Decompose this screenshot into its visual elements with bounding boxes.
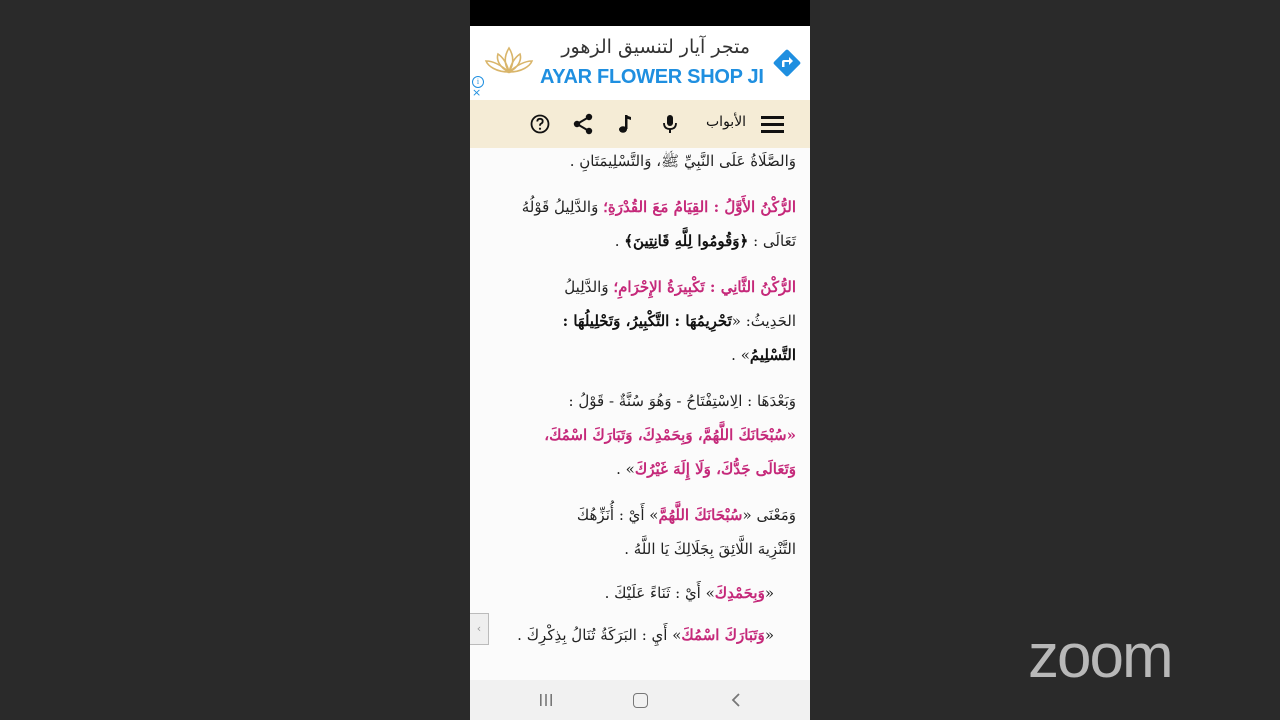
back-icon[interactable] xyxy=(729,692,743,708)
menu-icon[interactable] xyxy=(760,112,784,136)
text-span: تَعَالَى : xyxy=(748,232,796,250)
ad-title-arabic[interactable]: متجر آيار لتنسيق الزهور xyxy=(561,36,750,58)
ad-close-icon[interactable]: × xyxy=(472,86,482,99)
text-line: وَبَعْدَهَا : الِاسْتِفْتَاحُ - وَهُوَ سُنَّةٌ - قَوْلُ : xyxy=(568,392,796,410)
text-span: وَمَعْنَى « xyxy=(742,506,796,524)
text-line: وَالصَّلَاةُ عَلَى النَّبِيِّ ﷺ، وَالتَّسْلِيمَتَانِ . xyxy=(569,152,796,170)
recent-apps-icon[interactable] xyxy=(538,693,554,707)
ad-title-english[interactable]: AYAR FLOWER SHOP JI xyxy=(540,66,764,88)
text-span: » أَيِ : البَرَكَةُ تُنَالُ بِذِكْرِكَ . xyxy=(517,626,682,644)
home-icon[interactable] xyxy=(633,693,648,708)
android-nav-bar xyxy=(470,680,810,720)
text-line xyxy=(615,232,796,250)
text-span: » . xyxy=(731,346,750,364)
dua-text: «سُبْحَانَكَ اللَّهُمَّ، وَبِحَمْدِكَ، وَتَبَارَكَ اسْمُكَ، xyxy=(544,426,796,444)
directions-arrow-icon[interactable] xyxy=(772,48,802,78)
text-span: » . xyxy=(616,460,635,478)
side-panel-tab[interactable]: ‹ xyxy=(470,613,489,645)
zoom-watermark: zoom xyxy=(1028,622,1172,691)
book-content[interactable] xyxy=(470,148,810,680)
music-note-icon[interactable] xyxy=(613,112,637,136)
hadith-text: التَّسْلِيمُ xyxy=(749,346,796,364)
text-span: . xyxy=(614,232,625,250)
hadith-text: تَحْرِيمُهَا : التَّكْبِيرُ، وَتَحْلِيلُهَا : xyxy=(562,312,732,330)
text-line xyxy=(731,346,796,364)
text-line xyxy=(522,198,796,216)
text-line xyxy=(564,278,796,296)
chapters-label[interactable]: الأبواب xyxy=(706,114,747,130)
pillar-heading: الرُّكْنُ الأَوَّلُ : القِيَامُ مَعَ القُدْرَةِ؛ xyxy=(603,198,796,216)
share-icon[interactable] xyxy=(571,112,595,136)
text-line xyxy=(563,312,796,330)
text-span: الحَدِيثُ: « xyxy=(731,312,796,330)
text-span: وَالدَّلِيلُ قَوْلُهُ xyxy=(521,198,604,216)
text-line xyxy=(605,584,774,602)
help-icon[interactable] xyxy=(528,112,552,136)
lotus-logo-icon xyxy=(484,44,534,78)
dua-text: وَبِحَمْدِكَ xyxy=(714,584,765,602)
dua-text: وَتَبَارَكَ اسْمُكَ xyxy=(681,626,765,644)
dua-text: سُبْحَانَكَ اللَّهُمَّ xyxy=(658,506,743,524)
ad-banner[interactable] xyxy=(470,26,810,100)
text-span: وَالدَّلِيلُ xyxy=(564,278,614,296)
pillar-heading: الرُّكْنُ الثَّانِي : تَكْبِيرَةُ الإِحْرَامِ؛ xyxy=(613,278,796,296)
text-line xyxy=(517,626,774,644)
text-span: » أَيْ : أُنَزِّهُكَ xyxy=(576,506,659,524)
phone-screen xyxy=(470,0,810,720)
quran-verse: ﴿وَقُومُوا لِلَّهِ قَانِتِينَ﴾ xyxy=(624,232,749,250)
ad-info-icon[interactable]: i xyxy=(472,76,484,88)
text-span: « xyxy=(764,626,774,644)
text-span: « xyxy=(764,584,774,602)
text-line xyxy=(577,506,796,524)
text-line xyxy=(616,460,796,478)
microphone-icon[interactable] xyxy=(658,112,682,136)
status-bar xyxy=(470,0,810,26)
text-span: » أَيْ : ثَنَاءً عَلَيْكَ . xyxy=(604,584,715,602)
app-toolbar xyxy=(470,100,810,148)
text-line: التَّنْزِيهَ اللَّائِقَ بِجَلَالِكَ يَا اللَّهُ . xyxy=(624,540,796,558)
dua-text: وَتَعَالَى جَدُّكَ، وَلَا إِلَهَ غَيْرُكَ xyxy=(634,460,796,478)
